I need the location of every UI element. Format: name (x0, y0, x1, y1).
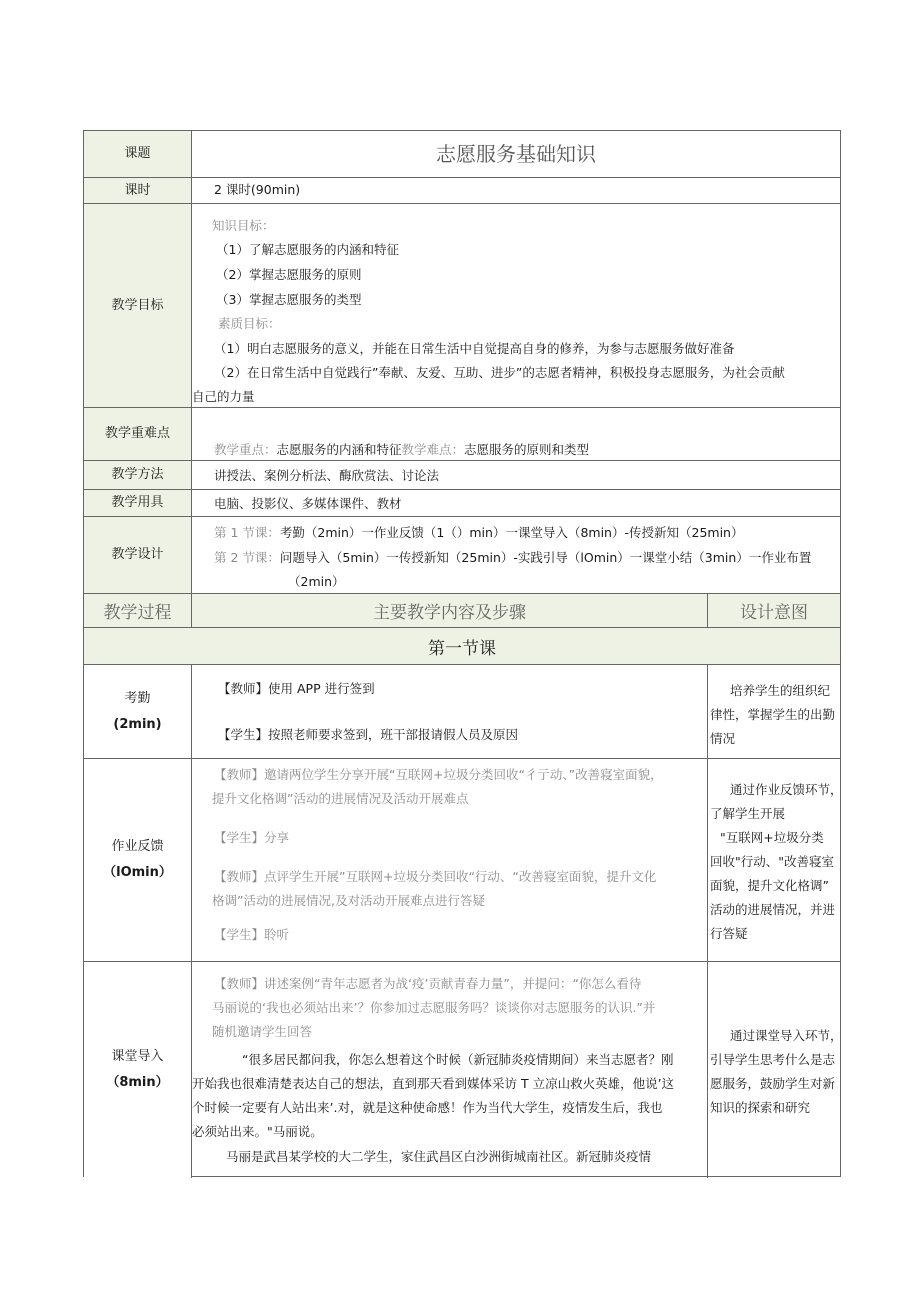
goals-label: 教学目标 (84, 204, 192, 407)
homework-line: 【学生】聆听 (214, 927, 290, 942)
process-header-row (84, 594, 840, 628)
tools-row (84, 490, 840, 517)
intent-line: 培养学生的组织纪 (730, 683, 831, 698)
homework-line: 【教师】点评学生开展”互联网+垃圾分类回收“行动、“改善寝室面貌，提升文化 (214, 869, 657, 884)
intro-line: 随机邀请学生回答 (212, 1024, 313, 1039)
intro-line: 【教师】讲述案例“青年志愿者为战‘疫’贡献青春力量”，并提问：“你怎么看待 (214, 976, 642, 991)
process-header-col1: 教学过程 (84, 594, 192, 627)
topic-title: 志愿服务基础知识 (436, 141, 596, 166)
homework-time: （lOmin） (103, 865, 172, 880)
intro-label: 课堂导入 (111, 1049, 164, 1064)
intro-line: “很多居民都问我，你怎么想着这个时候（新冠肺炎疫情期间）来当志愿者？刚 (242, 1052, 674, 1067)
intent-line: 情况 (710, 731, 736, 746)
goals-line: （3）掌握志愿服务的类型 (216, 292, 362, 307)
design-prefix: 第 2 节课： (214, 550, 280, 565)
intent-line: 面貌，提升文化格调” (710, 878, 829, 893)
hours-label: 课时 (84, 178, 192, 203)
design-text: （2min） (288, 574, 345, 589)
difficulty-prefix: 教学难点： (401, 442, 465, 457)
goals-line: 知识目标： (212, 218, 275, 233)
attendance-row (84, 665, 840, 759)
section-title: 第一节课 (428, 638, 496, 659)
intent-line: 回收"行动、"改善寝室 (710, 854, 834, 869)
method-row (84, 461, 840, 490)
intent-line: 愿服务，鼓励学生对新 (710, 1076, 836, 1091)
tools-value: 电脑、投影仪、多媒体课件、教材 (214, 496, 402, 511)
goals-row (84, 204, 840, 408)
attendance-label: 考勤 (124, 690, 151, 706)
intent-line: 活动的进展情况，并进 (710, 902, 836, 917)
key-prefix: 教学重点： (214, 442, 277, 457)
process-header-col2: 主要教学内容及步骤 (192, 594, 708, 627)
design-row (84, 517, 840, 594)
goals-line: 素质目标： (218, 316, 281, 331)
key-label: 教学重难点 (84, 408, 192, 460)
intro-line: 必须站出来。"马丽说。 (192, 1124, 323, 1139)
hours-row (84, 178, 840, 204)
intent-line: "互联网+垃圾分类 (720, 830, 824, 845)
homework-label: 作业反馈 (111, 839, 164, 854)
intent-line: 了解学生开展 (710, 806, 786, 821)
intent-line: 通过作业反馈环节， (730, 782, 843, 797)
design-text: 问题导入（5min）一传授新知（25min）-实践引导（lOmin）一课堂小结（3min）一作业布置 (279, 550, 812, 565)
lesson-plan-table (83, 130, 841, 1177)
design-prefix: 第 1 节课： (214, 525, 280, 540)
intro-line: 马丽是武昌某学校的大二学生，家住武昌区白沙洲街城南社区。新冠肺炎疫情 (226, 1149, 652, 1164)
tools-label: 教学用具 (84, 490, 192, 516)
intro-line: 开始我也很难清楚表达自己的想法，直到那天看到媒体采访 T 立凉山救火英雄，他说’这 (192, 1076, 675, 1091)
goals-line: （1）明白志愿服务的意义，并能在日常生活中自觉提高自身的修养，为参与志愿服务做好准备 (214, 341, 735, 356)
topic-label: 课题 (84, 131, 192, 177)
hours-value: 2 课时(90min) (214, 182, 301, 197)
goals-line: （1）了解志愿服务的内涵和特征 (216, 242, 399, 257)
design-text: 考勤（2min）一作业反馈（1（）min）一课堂导入（8min）-传授新知（25min） (279, 525, 744, 540)
goals-line: 自己的力量 (192, 389, 255, 404)
process-header-col3: 设计意图 (740, 603, 808, 623)
attendance-line: 【学生】按照老师要求签到，班干部报请假人员及原因 (218, 727, 519, 742)
method-value: 讲授法、案例分析法、酶欣赏法、讨论法 (214, 468, 440, 483)
homework-line: 【教师】邀请两位学生分享开展“互联网+垃圾分类回收“彳亍动、”改善寝室面貌， (214, 767, 663, 782)
section-title-row (84, 628, 840, 665)
attendance-time: (2min) (113, 716, 162, 732)
design-label: 教学设计 (84, 517, 192, 593)
goals-line: （2）掌握志愿服务的原则 (216, 267, 362, 282)
method-label: 教学方法 (84, 461, 192, 489)
intent-line: 行答疑 (710, 926, 748, 941)
goals-line: （2）在日常生活中自觉践行”奉献、友爱、互助、进步”的志愿者精神，积极投身志愿服务，为社会贡献 (214, 365, 785, 380)
intent-line: 律性，掌握学生的出勤 (710, 707, 836, 722)
attendance-line: 【教师】使用 APP 进行签到 (218, 681, 375, 696)
key-row (84, 408, 840, 461)
intro-line: 马丽说的‘我也必须站出来’？你参加过志愿服务吗？谈谈你对志愿服务的认识.”并 (212, 1000, 656, 1015)
intro-line: 个时候一定要有人站出来’.对，就是这种使命感！作为当代大学生，疫情发生后，我也 (192, 1100, 663, 1115)
homework-line: 提升文化格调”活动的进展情况及活动开展难点 (212, 791, 469, 806)
intent-line: 知识的探索和研究 (710, 1100, 811, 1115)
intro-row (84, 962, 843, 1178)
intent-line: 引导学生思考什么是志 (710, 1052, 836, 1067)
homework-line: 格调”活动的进展情况,及对活动开展难点进行答疑 (212, 893, 485, 908)
difficulty-text: 志愿服务的原则和类型 (464, 442, 590, 457)
goals-content (192, 204, 840, 407)
intent-line: 通过课堂导入环节， (730, 1028, 843, 1043)
key-text: 志愿服务的内涵和特征 (276, 442, 402, 457)
homework-line: 【学生】分享 (214, 830, 290, 845)
homework-row (84, 759, 843, 962)
topic-row (84, 131, 840, 178)
intro-time: （8min） (106, 1075, 169, 1090)
